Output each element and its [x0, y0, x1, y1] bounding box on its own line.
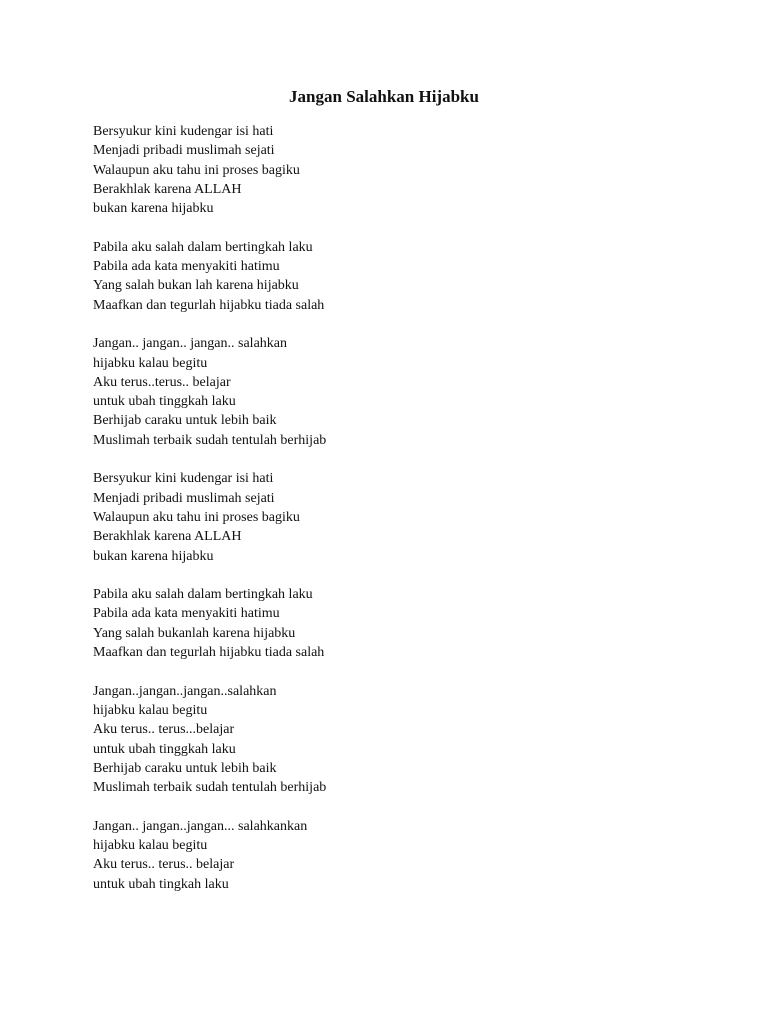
stanza: [93, 585, 713, 662]
lyric-line: Walaupun aku tahu ini proses bagiku: [93, 162, 300, 178]
lyric-line: hijabku kalau begitu: [93, 702, 208, 718]
lyric-line: Menjadi pribadi muslimah sejati: [93, 143, 275, 159]
lyrics-body: [93, 122, 713, 913]
lyric-line: Bersyukur kini kudengar isi hati: [93, 471, 274, 487]
lyric-line: Pabila ada kata menyakiti hatimu: [93, 606, 280, 622]
lyric-line: untuk ubah tinggkah laku: [93, 394, 236, 410]
stanza: [93, 682, 713, 798]
lyric-line: Aku terus..terus.. belajar: [93, 374, 231, 390]
lyric-line: Pabila aku salah dalam bertingkah laku: [93, 239, 313, 255]
lyric-line: Pabila aku salah dalam bertingkah laku: [93, 587, 313, 603]
stanza: [93, 469, 713, 565]
lyric-line: Berhijab caraku untuk lebih baik: [93, 413, 277, 429]
stanza: [93, 122, 713, 218]
lyric-line: Jangan.. jangan..jangan... salahkankan: [93, 818, 308, 834]
stanza: [93, 334, 713, 450]
lyric-line: untuk ubah tinggkah laku: [93, 741, 236, 757]
lyric-line: Berakhlak karena ALLAH: [93, 181, 242, 197]
document-title: Jangan Salahkan Hijabku: [289, 87, 479, 106]
lyric-line: Berakhlak karena ALLAH: [93, 529, 242, 545]
lyric-line: Walaupun aku tahu ini proses bagiku: [93, 509, 300, 525]
lyric-line: Maafkan dan tegurlah hijabku tiada salah: [93, 297, 325, 313]
lyric-line: bukan karena hijabku: [93, 201, 214, 217]
lyric-line: Menjadi pribadi muslimah sejati: [93, 490, 275, 506]
lyric-line: untuk ubah tingkah laku: [93, 876, 229, 892]
lyric-line: Yang salah bukan lah karena hijabku: [93, 278, 299, 294]
stanza: [93, 817, 713, 894]
lyric-line: Aku terus.. terus.. belajar: [93, 857, 235, 873]
lyric-line: hijabku kalau begitu: [93, 837, 208, 853]
lyric-line: Jangan..jangan..jangan..salahkan: [93, 683, 277, 699]
lyric-line: Muslimah terbaik sudah tentulah berhijab: [93, 432, 327, 448]
lyric-line: bukan karena hijabku: [93, 548, 214, 564]
stanza: [93, 238, 713, 315]
lyric-line: Yang salah bukanlah karena hijabku: [93, 625, 296, 641]
lyric-line: Berhijab caraku untuk lebih baik: [93, 760, 277, 776]
lyric-line: Aku terus.. terus...belajar: [93, 722, 235, 738]
lyric-line: Bersyukur kini kudengar isi hati: [93, 124, 274, 139]
lyric-line: Jangan.. jangan.. jangan.. salahkan: [93, 336, 287, 352]
lyric-line: hijabku kalau begitu: [93, 355, 208, 371]
lyric-line: Pabila ada kata menyakiti hatimu: [93, 259, 280, 275]
lyric-line: Maafkan dan tegurlah hijabku tiada salah: [93, 645, 325, 661]
lyric-line: Muslimah terbaik sudah tentulah berhijab: [93, 780, 327, 796]
